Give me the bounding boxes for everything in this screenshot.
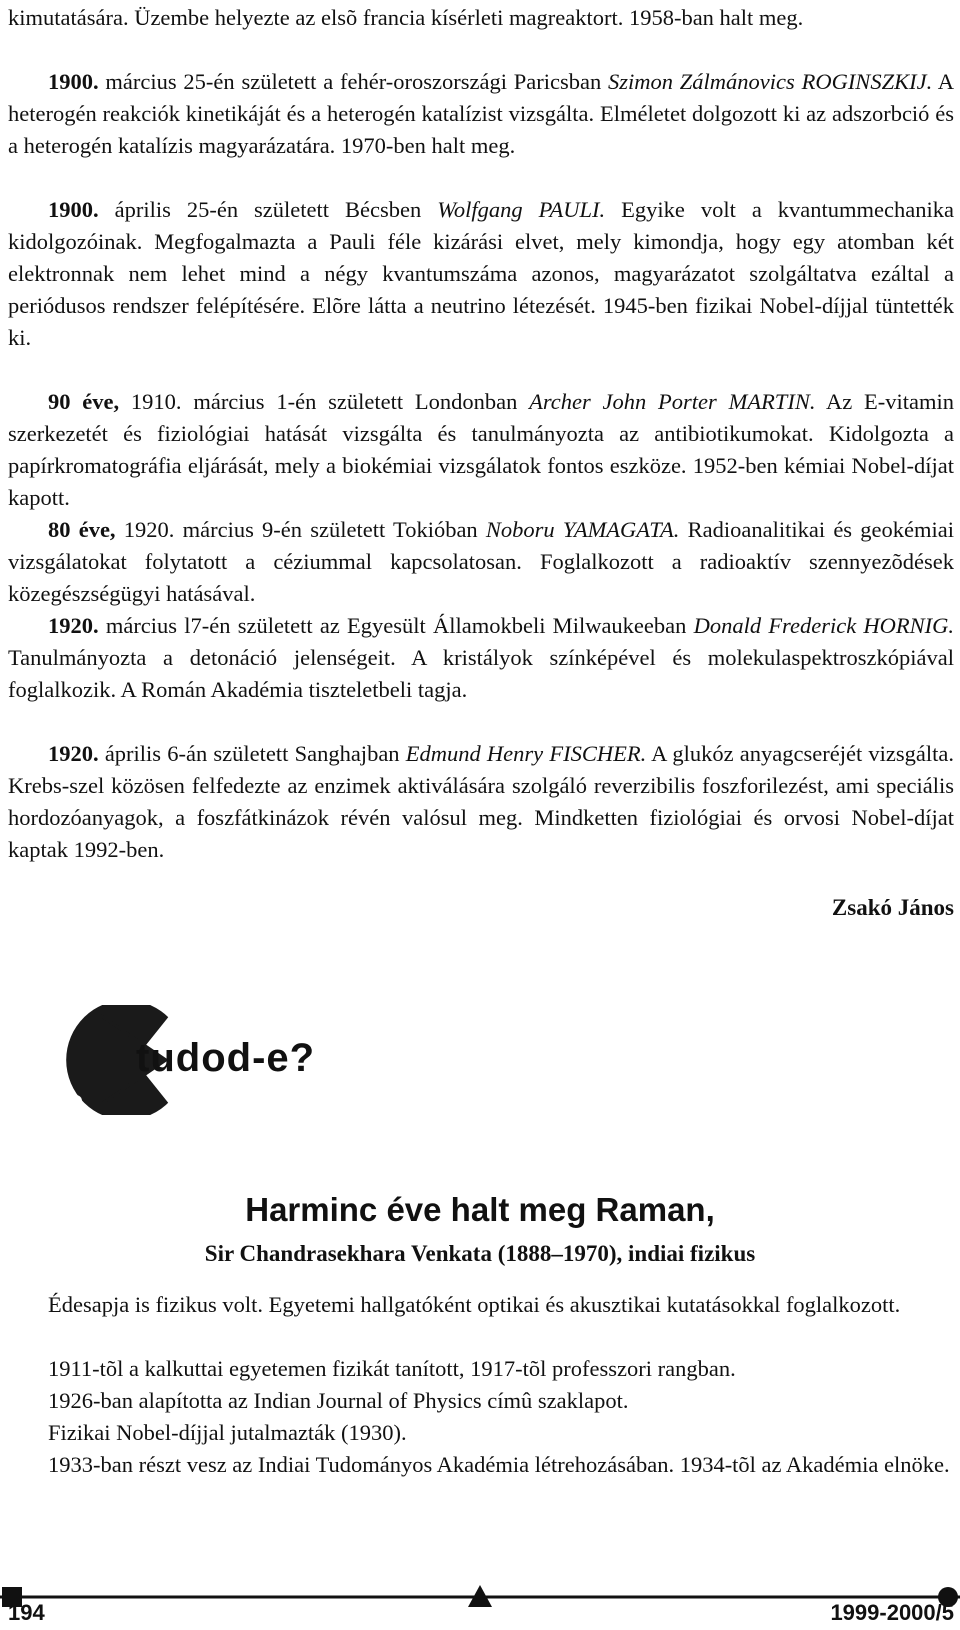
raman-line-2	[8, 1353, 954, 1385]
entry-text: Egyike volt a kvantummechanika kidolgozóinak. Megfogalmazta a Pauli féle kizárási elvet, mely kimondja, hogy egy atomban két elektronnak nem lehet mind a négy kvantumszáma azonos, magyarázatot szolgáltatva ezáltal a periódusos rendszer felépítésére. Elõre látta a neutrino létezését. 1945-ben fizikai Nobel-díjjal tüntették ki.	[8, 197, 954, 350]
entry-martin	[8, 386, 954, 514]
entry-person-name: Archer John Porter MARTIN.	[529, 389, 816, 414]
entry-person-name: Wolfgang PAULI.	[437, 197, 606, 222]
footer-rule	[0, 1585, 960, 1609]
entry-text: Tanulmányozta a detonáció jelenségeit. A kristályok színképével és molekulaspektroszkópiával foglalkozik. A Román Akadémia tiszteletbeli tagja.	[8, 645, 954, 702]
entry-text: 1920. március 9-én született Tokióban	[115, 517, 486, 542]
entry-person-name: Edmund Henry FISCHER.	[405, 741, 647, 766]
article-subheading: Sir Chandrasekhara Venkata (1888–1970), indiai fizikus	[204, 1241, 756, 1266]
entry-roginszkij	[8, 66, 954, 162]
issue-number: 1999-2000/5	[830, 1600, 954, 1625]
entry-date: 1920.	[48, 741, 99, 766]
entry-text: március 25-én született a fehér-oroszországi Paricsban	[98, 69, 608, 94]
entry-text: március l7-én született az Egyesült Államokbeli Milwaukeeban	[98, 613, 694, 638]
entry-yamagata	[8, 514, 954, 610]
raman-text: 1933-ban részt vesz az Indiai Tudományos Akadémia létrehozásában. 1934-tõl az Akadémia elnöke.	[48, 1452, 950, 1477]
entry-person-name: Szimon Zálmánovics ROGINSZKIJ.	[608, 69, 933, 94]
entry-text: április 6-án született Sanghajban	[98, 741, 406, 766]
entry-date: 1900.	[48, 197, 99, 222]
entry-text: Radioanalitikai és geokémiai vizsgálatokat folytatott a céziummal kapcsolatosan. Foglalkozott a radioaktív szennyezõdések közegészségügyi hatásával.	[8, 517, 954, 606]
entry-date: 90 éve,	[48, 389, 120, 414]
entry-person-name: Donald Frederick HORNIG.	[693, 613, 955, 638]
logo-title	[136, 1035, 315, 1081]
author-signature: Zsakó János	[831, 895, 954, 920]
entry-text: Az E-vitamin szerkezetét és fiziológiai hatását vizsgálta és tanulmányozta az antibiotikumokat. Kidolgozta a papírkromatográfia eljárását, mely a biokémiai vizsgálatok fontos eszköze. 1952-ben kémiai Nobel-díjat kapott.	[8, 389, 954, 510]
raman-line-3	[8, 1385, 954, 1417]
raman-text: 1911-tõl a kalkuttai egyetemen fizikát tanított, 1917-tõl professzori rangban.	[48, 1356, 736, 1381]
entry-text: 1910. március 1-én született Londonban	[119, 389, 530, 414]
logo-letter-t: t	[136, 1036, 151, 1080]
entry-hornig	[8, 610, 954, 706]
entry-fischer	[8, 738, 954, 866]
entry-text: április 25-én született Bécsben	[98, 197, 438, 222]
raman-line-1	[8, 1289, 954, 1321]
entry-text: A heterogén reakciók kinetikáját és a heterogén katalízist vizsgálta. Elméletet dolgozott ki az adszorbció és a heterogén katalízis magyarázatára. 1970-ben halt meg.	[8, 69, 954, 158]
paragraph-intro	[8, 2, 954, 34]
raman-text: Édesapja is fizikus volt. Egyetemi hallgatóként optikai és akusztikai kutatásokkal foglalkozott.	[48, 1292, 901, 1317]
raman-text: 1926-ban alapította az Indian Journal of Physics címû szaklapot.	[48, 1388, 629, 1413]
logo-rest: udod-e?	[150, 1036, 316, 1080]
raman-line-4	[8, 1417, 954, 1449]
raman-text: Fizikai Nobel-díjjal jutalmazták (1930).	[48, 1420, 407, 1445]
page-number: 194	[8, 1600, 45, 1625]
entry-date: 80 éve,	[48, 517, 116, 542]
raman-line-5	[8, 1449, 954, 1481]
paragraph-text: kimutatására. Üzembe helyezte az elsõ francia kísérleti magreaktort. 1958-ban halt meg.	[8, 5, 804, 30]
article-heading: Harminc éve halt meg Raman,	[245, 1191, 715, 1228]
entry-text: A glukóz anyagcseréjét vizsgálta. Krebs-szel közösen felfedezte az enzimek aktiválására szolgáló reverzibilis foszforilezést, ami speciális hordozóanyagok, a foszfátkinázok révén valósul meg. Mindketten fiziológiai és orvosi Nobel-díjat kaptak 1992-ben.	[8, 741, 954, 862]
entry-person-name: Noboru YAMAGATA.	[485, 517, 680, 542]
entry-pauli	[8, 194, 954, 354]
entry-date: 1900.	[48, 69, 99, 94]
entry-date: 1920.	[48, 613, 99, 638]
